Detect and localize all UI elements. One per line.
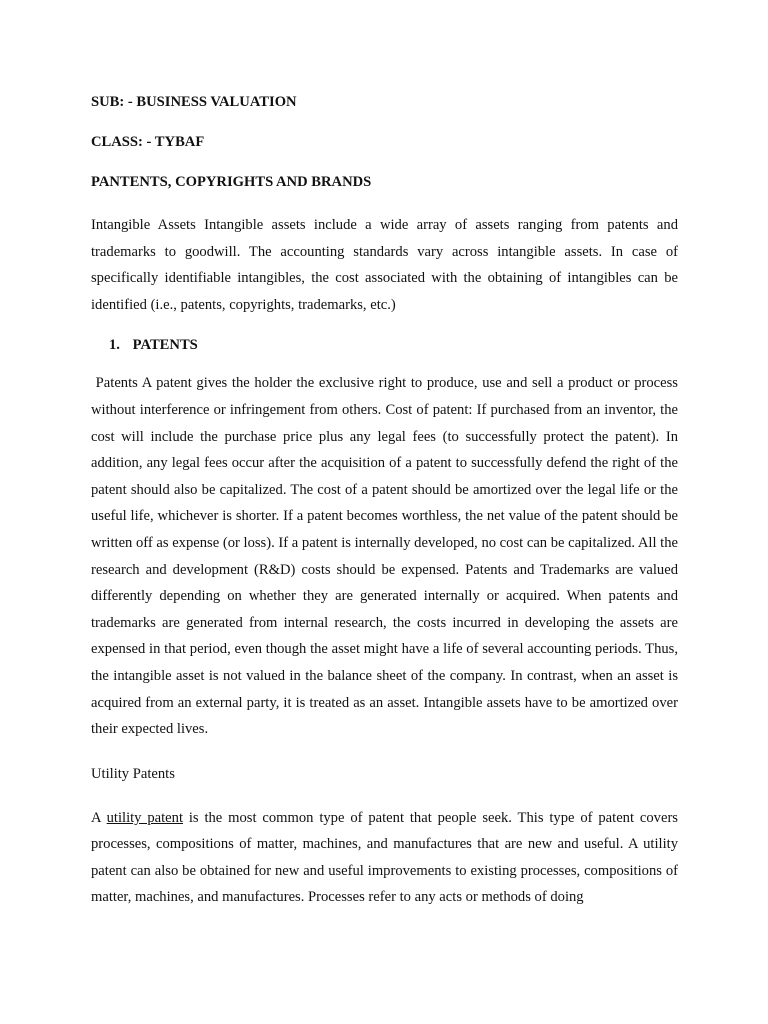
utility-patent-link[interactable]: utility patent: [106, 809, 183, 826]
subject-heading: SUB: - BUSINESS VALUATION: [91, 94, 297, 110]
intro-paragraph: Intangible Assets Intangible assets include a wide array of assets ranging from patents and trademarks to goodwill. The accounting standards vary across intangible assets. In case of specifically identifiable intangibles, the cost associated with the obtaining of intangibles can be identified (i.e., patents, copyrights, trademarks, etc.): [91, 217, 678, 313]
utility-lead: A: [91, 809, 107, 826]
section-title: PATENTS: [132, 337, 198, 354]
patents-paragraph: [91, 370, 678, 742]
document-page: [91, 92, 678, 911]
utility-rest: is the most common type of patent that people seek. This type of patent covers processes, compositions of matter, machines, and manufactures that are new and useful. A utility patent can also be obtained for new and useful improvements to existing processes, compositions of matter, machines, and manufactures. Processes refer to any acts or methods of doing: [91, 809, 678, 906]
utility-paragraph: [91, 805, 678, 911]
utility-patents-heading: Utility Patents: [91, 765, 175, 782]
section-number: 1.: [109, 337, 120, 354]
class-heading: CLASS: - TYBAF: [91, 134, 205, 150]
patents-paragraph-text: Patents A patent gives the holder the exclusive right to produce, use and sell a product or process without interference or infringement from others. Cost of patent: If purchased from an inventor, the cost will include the purchase price plus any legal fees (to successfully protect the patent). In addition, any legal fees occur after the acquisition of a patent to successfully defend the right of the patent should also be capitalized. The cost of a patent should be amortized over the legal life or the useful life, whichever is shorter. If a patent becomes worthless, the net value of the patent should be written off as expense (or loss). If a patent is internally developed, no cost can be capitalized. All the research and development (R&D) costs should be expensed. Patents and Trademarks are valued differently depending on whether they are generated internally or acquired. When patents and trademarks are generated from internal research, the costs incurred in developing the assets are expensed in that period, even though the asset might have a life of several accounting periods. Thus, the intangible asset is not valued in the balance sheet of the company. In contrast, when an asset is acquired from an external party, it is treated as an asset. Intangible assets have to be amortized over their expected lives.: [91, 375, 678, 738]
document-title: PANTENTS, COPYRIGHTS AND BRANDS: [91, 174, 372, 190]
section-heading-patents: [109, 334, 678, 356]
